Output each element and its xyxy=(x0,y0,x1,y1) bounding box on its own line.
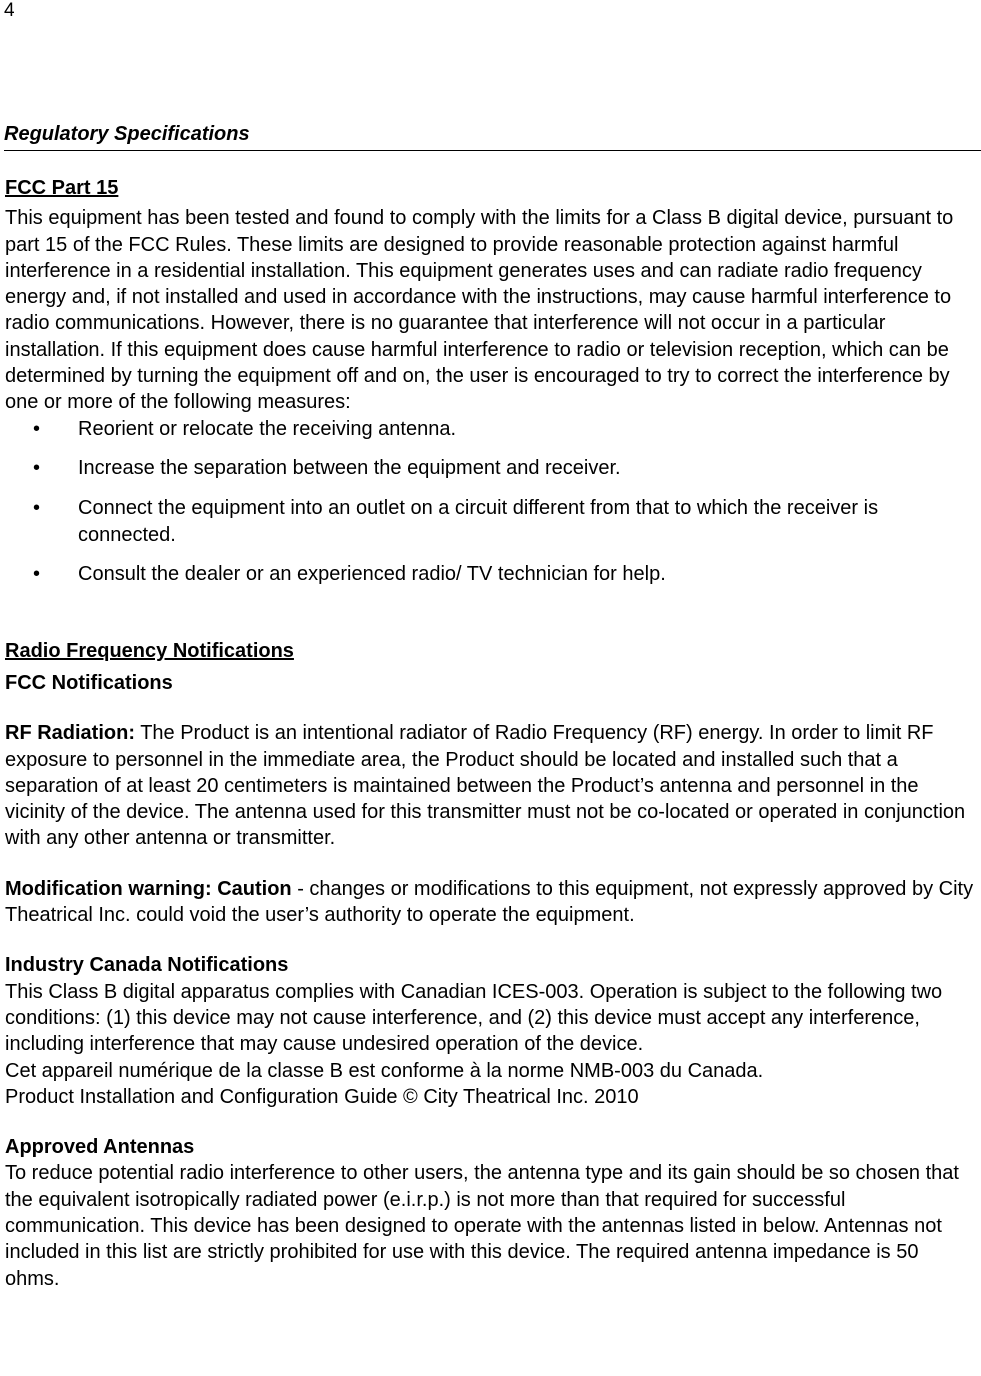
list-item-text: Increase the separation between the equipment and receiver. xyxy=(78,457,621,480)
modification-warning-paragraph xyxy=(5,876,977,929)
rf-radiation-label: RF Radiation: xyxy=(5,722,135,745)
rf-notifications-heading: Radio Frequency Notifications xyxy=(5,639,294,662)
bullet-icon: • xyxy=(33,497,41,520)
fcc-part15-heading: FCC Part 15 xyxy=(5,177,119,199)
list-item xyxy=(5,455,977,481)
rf-radiation-paragraph xyxy=(5,720,977,851)
measures-list xyxy=(5,416,977,588)
fcc-part15-body: This equipment has been tested and found to comply with the limits for a Class B digital device, pursuant to part 15 of the FCC Rules. These limits are designed to provide reasonable protection against harmful interference in a residential installation. This equipment generates uses and can radiate radio frequency energy and, if not installed and used in accordance with the instructions, may cause harmful interference to radio communications. However, there is no guarantee that interference will not occur in a particular installation. If this equipment does cause harmful interference to radio or television reception, which can be determined by turning the equipment off and on, the user is encouraged to try to correct the interference by one or more of the following measures: xyxy=(5,207,954,414)
list-item-text: Reorient or relocate the receiving antenna. xyxy=(78,417,457,440)
bullet-icon: • xyxy=(33,417,41,440)
list-item xyxy=(5,495,977,548)
bullet-icon: • xyxy=(33,457,41,480)
industry-canada-body: This Class B digital apparatus complies with Canadian ICES-003. Operation is subject to the following two conditions: (1) this device may not cause interference, and (2) this device must accept any interference, including interference that may cause undesired operation of the device. xyxy=(5,980,943,1056)
industry-canada-heading: Industry Canada Notifications xyxy=(5,954,289,977)
modification-warning-label: Modification warning: Caution xyxy=(5,877,292,900)
bullet-icon: • xyxy=(33,563,41,586)
list-item-text: Connect the equipment into an outlet on a circuit different from that to which the receiver is connected. xyxy=(78,497,879,546)
approved-antennas-body: To reduce potential radio interference to other users, the antenna type and its gain should be so chosen that the equivalent isotropically radiated power (e.i.r.p.) is not more than that required for successful communication. This device has been designed to operate with the antennas listed in below. Antennas not included in this list are strictly prohibited for use with this device. The required antenna impedance is 50 ohms. xyxy=(5,1162,959,1290)
industry-canada-french: Cet appareil numérique de la classe B est conforme à la norme NMB-003 du Canada. xyxy=(5,1059,764,1082)
list-item xyxy=(5,561,977,587)
list-item xyxy=(5,416,977,442)
rf-radiation-text: The Product is an intentional radiator of Radio Frequency (RF) energy. In order to limit RF exposure to personnel in the immediate area, the Product should be located and installed such that a separation of at least 20 centimeters is maintained between the Product’s antenna and personnel in the vicinity of the device. The antenna used for this transmitter must not be co-located or operated in conjunction with any other antenna or transmitter. xyxy=(5,722,966,850)
list-item-text: Consult the dealer or an experienced radio/ TV technician for help. xyxy=(78,563,666,586)
modification-warning-text: - changes or modifications to this equipment, not expressly approved by City Theatrical Inc. could void the user’s authority to operate the equipment. xyxy=(5,877,974,927)
copyright-line: Product Installation and Configuration Guide © City Theatrical Inc. 2010 xyxy=(5,1085,639,1108)
document-body xyxy=(5,175,977,1292)
page-number: 4 xyxy=(4,0,15,21)
approved-antennas-heading: Approved Antennas xyxy=(5,1136,195,1159)
fcc-notifications-subheading: FCC Notifications xyxy=(5,671,173,694)
section-title: Regulatory Specifications xyxy=(4,121,981,151)
